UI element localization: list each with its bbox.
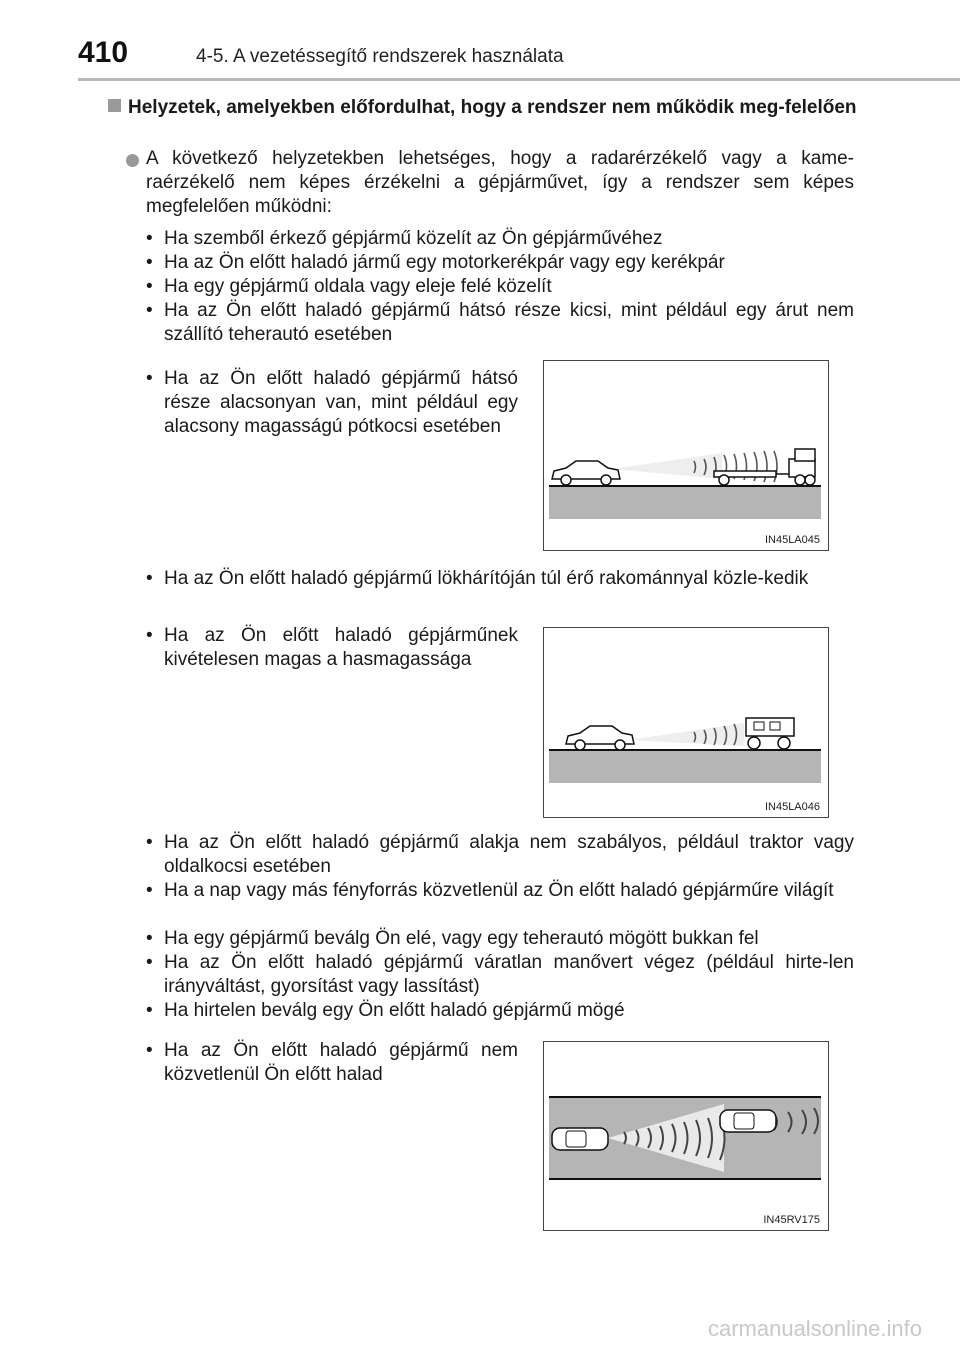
bullet-dot: • [146,880,153,901]
bullet-dot: • [146,300,153,321]
bullet-dot: • [146,568,153,589]
page-header [0,0,960,84]
list-item-text: Ha egy gépjármű beválg Ön elé, vagy egy teherautó mögött bukkan fel [164,928,759,949]
figure-id: IN45LA045 [764,534,820,546]
bullet-dot: • [146,252,153,273]
own-car-icon [552,1128,608,1150]
page-number: 410 [78,36,129,69]
list-item-text: Ha szemből érkező gépjármű közelít az Ön gépjárművéhez [164,228,663,249]
chapter-title: 4-5. A vezetéssegítő rendszerek használata [196,46,564,67]
low-trailer-icon [714,471,789,485]
figure-low-trailer [543,360,829,551]
list-item-text: Ha egy gépjármű oldala vagy eleje felé közelít [164,276,552,297]
low-trailer-illustration [544,361,828,550]
bullet-dot: • [146,368,153,389]
list-item-text: Ha az Ön előtt haladó gépjármű alakja nem szabályos, például traktor vagy oldalkocsi esetében [164,832,854,877]
bullet-dot: • [146,1000,153,1021]
bullet-dot: • [146,928,153,949]
list-item-text: Ha az Ön előtt haladó gépjármű hátsó része kicsi, mint például egy árut nem szállító teherautó esetében [164,300,854,345]
figure-id: IN45LA046 [764,801,820,813]
own-car-icon [566,726,634,750]
figure-high-clearance [543,627,829,818]
list-item-text: Ha a nap vagy más fényforrás közvetlenül az Ön előtt haladó gépjárműre világít [164,880,834,901]
list-item-text: Ha hirtelen beválg egy Ön előtt haladó gépjármű mögé [164,1000,625,1021]
bullet-dot: • [146,832,153,853]
bullet-dot: • [146,952,153,973]
section-marker-icon [108,99,121,112]
watermark: carmanualsonline.info [707,1316,922,1341]
list-item-text: Ha az Ön előtt haladó gépjármű hátsó része alacsonyan van, mint például egy alacsony magasságú pótkocsi esetében [164,368,518,437]
figure-id: IN45RV175 [763,1214,820,1226]
bullet-dot: • [146,625,153,646]
bullet-dot: • [146,1040,153,1061]
truck-icon [789,449,815,485]
lead-bullet-icon [126,154,139,167]
section-heading: Helyzetek, amelyekben előfordulhat, hogy a rendszer nem működik meg-felelően [128,97,857,118]
list-item-text: Ha az Ön előtt haladó gépjárműnek kivételesen magas a hasmagassága [164,625,518,670]
bullet-dot: • [146,276,153,297]
lead-paragraph: A következő helyzetekben lehetséges, hogy a radarérzékelő vagy a kame-raérzékelő nem képes érzékelni a gépjárművet, így a rendszer sem képes megfelelően működni: [146,148,854,217]
bullet-dot: • [146,228,153,249]
list-item-text: Ha az Ön előtt haladó jármű egy motorkerékpár vagy egy kerékpár [164,252,725,273]
list-item-text: Ha az Ön előtt haladó gépjármű lökhárítóján túl érő rakománnyal közle-kedik [164,568,809,589]
list-item-text: Ha az Ön előtt haladó gépjármű váratlan manővert végez (például hirte-len irányváltást, gyorsítást vagy lassítást) [164,952,854,997]
offset-vehicle-illustration [544,1042,828,1230]
header-divider [78,78,960,81]
road-surface [549,750,821,783]
own-car-icon [552,461,620,485]
figure-offset-vehicle [543,1041,829,1231]
high-clearance-illustration [544,628,828,817]
list-item-text: Ha az Ön előtt haladó gépjármű nem közvetlenül Ön előtt halad [164,1040,518,1085]
preceding-car-icon [720,1110,776,1132]
road-surface [549,486,821,519]
off-road-vehicle-icon [746,718,794,749]
